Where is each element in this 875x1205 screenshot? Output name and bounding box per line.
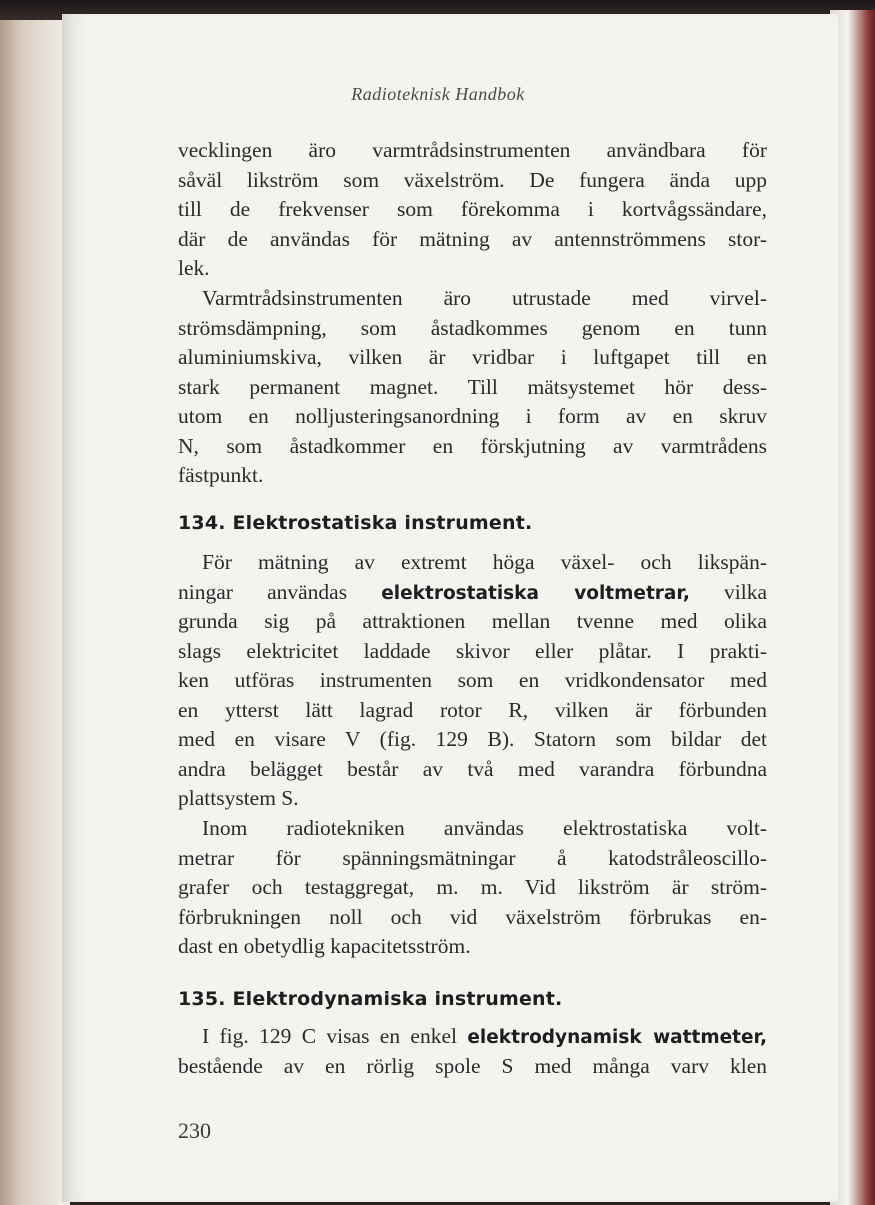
text-line: vecklingen äro varmtrådsinstrumenten användbara för (178, 138, 767, 162)
text-line: utom en nolljusteringsanordning i form av en skruv (178, 404, 767, 428)
section-135-paragraph-1 (178, 1022, 767, 1081)
section-134-heading: 134. Elektrostatiska instrument. (178, 512, 533, 534)
text-fragment: ningar användas (178, 579, 348, 604)
text-line: bestående av en rörlig spole S med många varv klen (178, 1053, 767, 1078)
text-line: aluminiumskiva, vilken är vridbar i luftgapet till en (178, 345, 767, 369)
text-line: såväl likström som växelström. De fungera ända upp (178, 167, 767, 192)
text-line: fästpunkt. (178, 463, 264, 487)
text-line: Inom radiotekniken användas elektrostatiska volt- (202, 816, 767, 840)
text-line: plattsystem S. (178, 786, 299, 810)
text-line: För mätning av extremt höga växel- och likspän- (202, 550, 767, 574)
text-line: förbrukningen noll och vid växelström förbrukas en- (178, 904, 767, 929)
text-line: Varmtrådsinstrumenten äro utrustade med virvel- (202, 286, 767, 310)
running-head: Radioteknisk Handbok (351, 84, 525, 104)
text-line: med en visare V (fig. 129 B). Statorn som bildar det (178, 727, 767, 751)
text-line-with-bold (178, 1022, 767, 1052)
book-page-edges-left (0, 20, 70, 1205)
paragraph-2 (178, 284, 767, 491)
text-fragment: I fig. 129 C visas en enkel (202, 1024, 457, 1048)
text-line: till de frekvenser som förekomma i kortvågssändare, (178, 197, 767, 221)
text-line: N, som åstadkommer en förskjutning av varmtrådens (178, 433, 767, 458)
text-line: ken utföras instrumenten som en vridkondensator med (178, 668, 767, 692)
text-line: grunda sig på attraktionen mellan tvenne med olika (178, 609, 767, 633)
section-134-paragraph-2 (178, 814, 767, 962)
text-line: där de användas för mätning av antennströmmens stor- (178, 226, 767, 251)
text-line: slags elektricitet laddade skivor eller plåtar. I prakti- (178, 638, 767, 663)
page-number: 230 (178, 1118, 211, 1143)
bold-term: elektrodynamisk wattmeter, (467, 1027, 767, 1048)
text-line: grafer och testaggregat, m. m. Vid likström är ström- (178, 875, 767, 899)
bold-term: elektrostatiska voltmetrar, (381, 582, 690, 604)
text-line: strömsdämpning, som åstadkommes genom en tunn (178, 315, 767, 340)
text-line: stark permanent magnet. Till mätsystemet hör dess- (178, 374, 767, 399)
text-line: andra belägget består av två med varandra förbundna (178, 756, 767, 781)
text-line: dast en obetydlig kapacitetsström. (178, 934, 471, 958)
text-line-with-bold (178, 578, 767, 608)
text-fragment: vilka (724, 579, 768, 604)
text-line: en ytterst lätt lagrad rotor R, vilken är förbunden (178, 697, 767, 722)
section-134-paragraph-1 (178, 548, 767, 814)
text-line: metrar för spänningsmätningar å katodstråleoscillo- (178, 845, 767, 870)
text-line: lek. (178, 256, 210, 280)
paragraph-1 (178, 136, 767, 284)
section-135-heading: 135. Elektrodynamiska instrument. (178, 988, 563, 1010)
